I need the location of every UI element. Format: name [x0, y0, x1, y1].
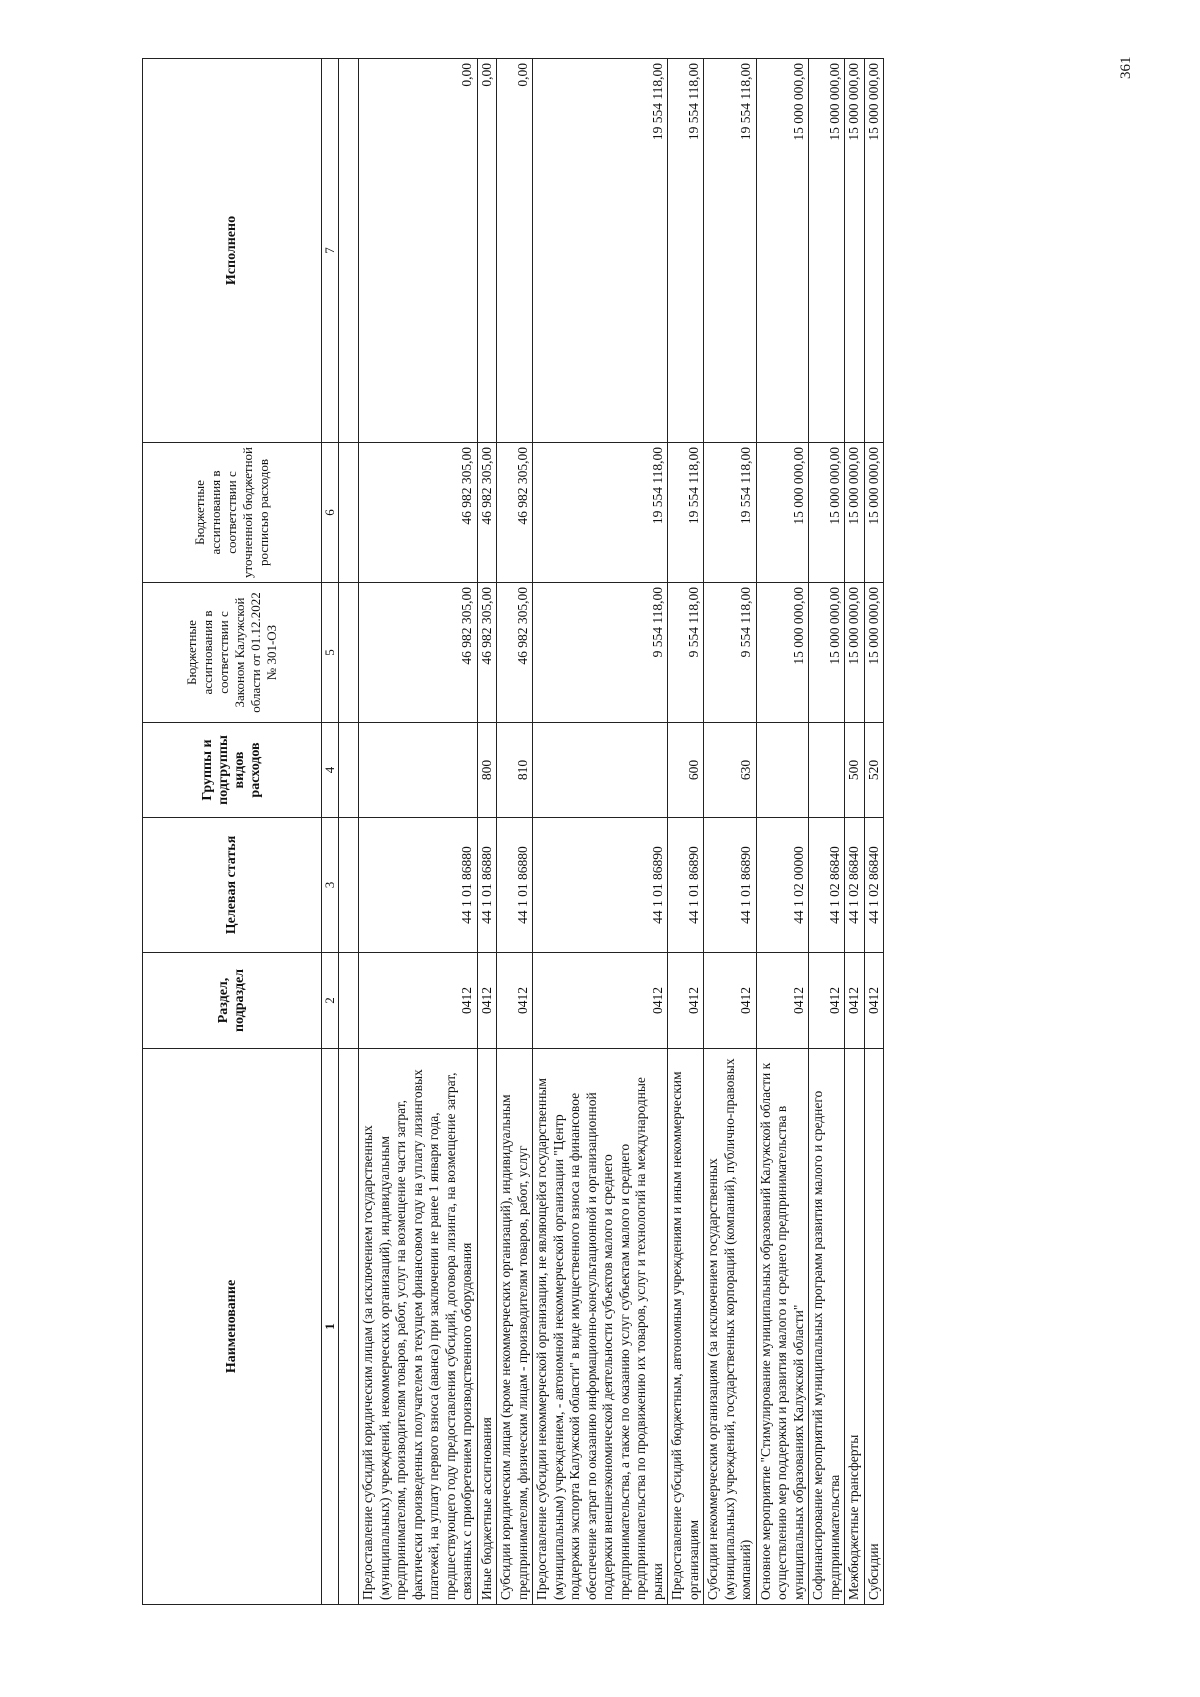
row-group: 800 — [477, 723, 497, 818]
blank-cell — [339, 818, 359, 953]
budget-table — [142, 58, 884, 1605]
row-name: Предоставление субсидий бюджетным, автономным учреждениям и иным некоммерческим организациям — [668, 1049, 704, 1605]
column-number: 6 — [322, 443, 339, 583]
row-refined-amount: 15 000 000,00 — [756, 443, 809, 583]
blank-cell — [339, 1049, 359, 1605]
row-refined-amount: 15 000 000,00 — [864, 443, 884, 583]
table-row — [864, 59, 884, 1605]
row-done-amount: 15 000 000,00 — [809, 59, 845, 443]
page-number: 361 — [1118, 56, 1134, 79]
row-group: 500 — [845, 723, 865, 818]
row-section: 0412 — [668, 953, 704, 1049]
row-done-amount: 19 554 118,00 — [668, 59, 704, 443]
row-name: Основное мероприятие "Стимулирование муниципальных образований Калужской области к осуществлению мер поддержки и развития малого и среднего предпринимательства в муниципальных образованиях Калужской области" — [756, 1049, 809, 1605]
header-law: Бюджетные ассигнования в соответствии с Законом Калужской области от 01.12.2022 № 301-ОЗ — [143, 583, 322, 723]
row-group: 630 — [704, 723, 757, 818]
row-done-amount: 19 554 118,00 — [533, 59, 668, 443]
row-law-amount: 9 554 118,00 — [704, 583, 757, 723]
table-row — [756, 59, 809, 1605]
row-refined-amount: 19 554 118,00 — [704, 443, 757, 583]
column-number-row — [322, 59, 339, 1605]
row-section: 0412 — [533, 953, 668, 1049]
row-name: Межбюджетные трансферты — [845, 1049, 865, 1605]
row-article: 44 1 01 86880 — [477, 818, 497, 953]
row-section: 0412 — [809, 953, 845, 1049]
row-group: 520 — [864, 723, 884, 818]
row-refined-amount: 46 982 305,00 — [477, 443, 497, 583]
header-groups: Группы и подгруппы видов расходов — [143, 723, 322, 818]
header-name: Наименование — [143, 1049, 322, 1605]
row-section: 0412 — [864, 953, 884, 1049]
row-name: Субсидии юридическим лицам (кроме некоммерческих организаций), индивидуальным предпринимателям, физическим лицам - производителям товаров, работ, услуг — [497, 1049, 533, 1605]
header-section: Раздел, подраздел — [143, 953, 322, 1049]
table-row — [497, 59, 533, 1605]
row-refined-amount: 19 554 118,00 — [533, 443, 668, 583]
table-body — [359, 59, 884, 1605]
row-article: 44 1 01 86890 — [533, 818, 668, 953]
row-done-amount: 15 000 000,00 — [756, 59, 809, 443]
table-row — [845, 59, 865, 1605]
row-article: 44 1 01 86880 — [359, 818, 478, 953]
row-article: 44 1 01 86890 — [668, 818, 704, 953]
blank-cell — [339, 59, 359, 443]
row-name: Субсидии — [864, 1049, 884, 1605]
row-section: 0412 — [756, 953, 809, 1049]
row-law-amount: 46 982 305,00 — [477, 583, 497, 723]
row-group: 810 — [497, 723, 533, 818]
row-group — [809, 723, 845, 818]
row-article: 44 1 02 86840 — [845, 818, 865, 953]
column-number: 2 — [322, 953, 339, 1049]
row-done-amount: 0,00 — [359, 59, 478, 443]
column-number: 3 — [322, 818, 339, 953]
row-article: 44 1 02 00000 — [756, 818, 809, 953]
row-refined-amount: 19 554 118,00 — [668, 443, 704, 583]
row-section: 0412 — [497, 953, 533, 1049]
blank-cell — [339, 723, 359, 818]
table-row — [704, 59, 757, 1605]
column-number: 5 — [322, 583, 339, 723]
row-done-amount: 15 000 000,00 — [864, 59, 884, 443]
row-article: 44 1 02 86840 — [809, 818, 845, 953]
row-refined-amount: 15 000 000,00 — [845, 443, 865, 583]
row-article: 44 1 02 86840 — [864, 818, 884, 953]
row-law-amount: 15 000 000,00 — [864, 583, 884, 723]
table-row — [533, 59, 668, 1605]
header-done: Исполнено — [143, 59, 322, 443]
row-law-amount: 9 554 118,00 — [533, 583, 668, 723]
row-section: 0412 — [704, 953, 757, 1049]
row-law-amount: 15 000 000,00 — [756, 583, 809, 723]
row-name: Субсидии некоммерческим организациям (за исключением государственных (муниципальных) учреждений, государственных корпораций (компаний), публично-правовых компаний) — [704, 1049, 757, 1605]
row-name: Предоставление субсидий юридическим лицам (за исключением государственных (муниципальных) учреждений, некоммерческих организаций), индивидуальным предпринимателям, производителям товаров, работ, услуг на возмещение части затрат, фактически произведенных получателем в текущем финансовом году на уплату лизинговых платежей, на уплату первого взноса (аванса) при заключении не ранее 1 января года, предшествующего году предоставления субсидий, договора лизинга, на возмещение затрат, связанных с приобретением производственного оборудования — [359, 1049, 478, 1605]
row-section: 0412 — [359, 953, 478, 1049]
row-refined-amount: 15 000 000,00 — [809, 443, 845, 583]
row-done-amount: 0,00 — [497, 59, 533, 443]
row-name: Софинансирование мероприятий муниципальных программ развития малого и среднего предпринимательства — [809, 1049, 845, 1605]
row-article: 44 1 01 86890 — [704, 818, 757, 953]
row-done-amount: 0,00 — [477, 59, 497, 443]
row-law-amount: 46 982 305,00 — [359, 583, 478, 723]
row-article: 44 1 01 86880 — [497, 818, 533, 953]
blank-cell — [339, 583, 359, 723]
row-section: 0412 — [845, 953, 865, 1049]
row-name: Предоставление субсидии некоммерческой организации, не являющейся государственным (муниципальным) учреждением, - автономной некоммерческой организации "Центр поддержки экспорта Калужской области" в виде имущественного взноса на финансовое обеспечение затрат по оказанию информационно-консультационной и организационной поддержки внешнеэкономической деятельности субъектов малого и среднего предпринимательства, а также по оказанию услуг субъектам малого и среднего предпринимательства по продвижению их товаров, услуг и технологий на международные рынки — [533, 1049, 668, 1605]
row-done-amount: 15 000 000,00 — [845, 59, 865, 443]
row-law-amount: 15 000 000,00 — [809, 583, 845, 723]
column-number: 4 — [322, 723, 339, 818]
column-number: 7 — [322, 59, 339, 443]
table-row — [809, 59, 845, 1605]
table-row — [477, 59, 497, 1605]
column-number: 1 — [322, 1049, 339, 1605]
row-group — [359, 723, 478, 818]
row-refined-amount: 46 982 305,00 — [359, 443, 478, 583]
row-law-amount: 9 554 118,00 — [668, 583, 704, 723]
row-law-amount: 15 000 000,00 — [845, 583, 865, 723]
row-section: 0412 — [477, 953, 497, 1049]
row-group — [756, 723, 809, 818]
row-name: Иные бюджетные ассигнования — [477, 1049, 497, 1605]
blank-row — [339, 59, 359, 1605]
blank-cell — [339, 443, 359, 583]
row-group — [533, 723, 668, 818]
header-row — [143, 59, 322, 1605]
row-refined-amount: 46 982 305,00 — [497, 443, 533, 583]
row-group: 600 — [668, 723, 704, 818]
table-row — [359, 59, 478, 1605]
table-row — [668, 59, 704, 1605]
row-law-amount: 46 982 305,00 — [497, 583, 533, 723]
row-done-amount: 19 554 118,00 — [704, 59, 757, 443]
header-refined: Бюджетные ассигнования в соответствии с уточненной бюджетной росписью расходов — [143, 443, 322, 583]
header-article: Целевая статья — [143, 818, 322, 953]
blank-cell — [339, 953, 359, 1049]
